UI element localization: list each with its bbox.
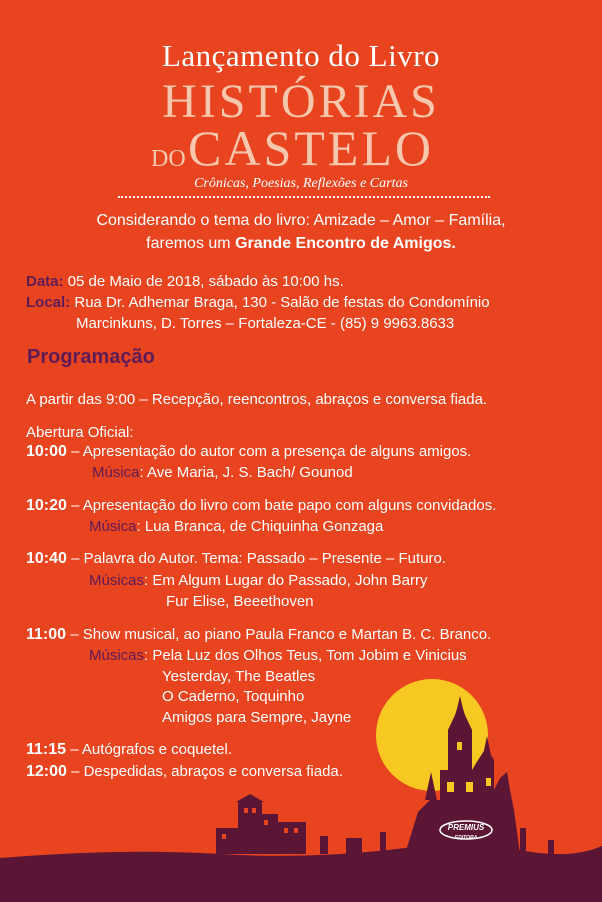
music-text: O Caderno, Toquinho [162,688,305,705]
launch-title: Lançamento do Livro [161,38,441,73]
music-label: Músicas [89,647,145,664]
intro-line-1: Considerando o tema do livro: Amizade – Amor – Família, [96,212,506,229]
item-text: – Autógrafos e coquetel. [66,741,232,758]
item-text: – Apresentação do autor com a presença de alguns amigos. [66,443,472,460]
item-time: 10:00 [26,443,67,460]
place-value-1: Rua Dr. Adhemar Braga, 130 - Salão de festas do Condomínio [74,294,490,311]
music-label: Músicas [89,572,145,589]
item-time: 10:40 [26,550,67,567]
book-title-line1: HISTÓRIAS [162,75,440,128]
music-text: : Pela Luz dos Olhos Teus, Tom Jobim e Vinicius [144,647,467,664]
date-value: 05 de Maio de 2018, sábado às 10:00 hs. [67,273,344,290]
music-label: Música [89,518,137,535]
book-subtitle: Crônicas, Poesias, Reflexões e Cartas [194,176,408,191]
book-title-do: DO [151,146,186,172]
intro-highlight: Grande Encontro de Amigos. [235,235,456,252]
opening-label: Abertura Oficial: [26,424,134,441]
place-value-2: Marcinkuns, D. Torres – Fortaleza-CE - (85) 9 9963.8633 [76,315,455,332]
music-text: Yesterday, The Beatles [162,668,316,685]
music-text: Fur Elise, Beeethoven [166,593,314,610]
item-time: 10:20 [26,497,67,514]
item-time: 11:00 [26,626,67,643]
logo-sub: EDITORA [454,835,478,841]
logo-name: PREMIUS [447,823,485,832]
item-text: – Apresentação do livro com bate papo com alguns convidados. [66,497,497,514]
music-label: Música [92,464,140,481]
publisher-logo-text [440,823,492,843]
book-title-line2: CASTELO [188,120,434,176]
program-heading: Programação [27,346,155,368]
arrival-line: A partir das 9:00 – Recepção, reencontros, abraços e conversa fiada. [26,391,488,408]
item-text: – Despedidas, abraços e conversa fiada. [66,763,343,780]
music-text: : Ave Maria, J. S. Bach/ Gounod [139,464,353,481]
music-text: Amigos para Sempre, Jayne [162,709,352,726]
music-text: : Lua Branca, de Chiquinha Gonzaga [136,518,384,535]
intro-line-2-prefix: faremos um [146,235,236,252]
item-text: – Show musical, ao piano Paula Franco e Martan B. C. Branco. [66,626,492,643]
item-text: – Palavra do Autor. Tema: Passado – Presente – Futuro. [66,550,447,567]
place-label: Local: [26,294,71,311]
date-label: Data: [26,273,64,290]
item-time: 12:00 [26,763,67,780]
item-time: 11:15 [26,741,67,758]
music-text: : Em Algum Lugar do Passado, John Barry [144,572,428,589]
